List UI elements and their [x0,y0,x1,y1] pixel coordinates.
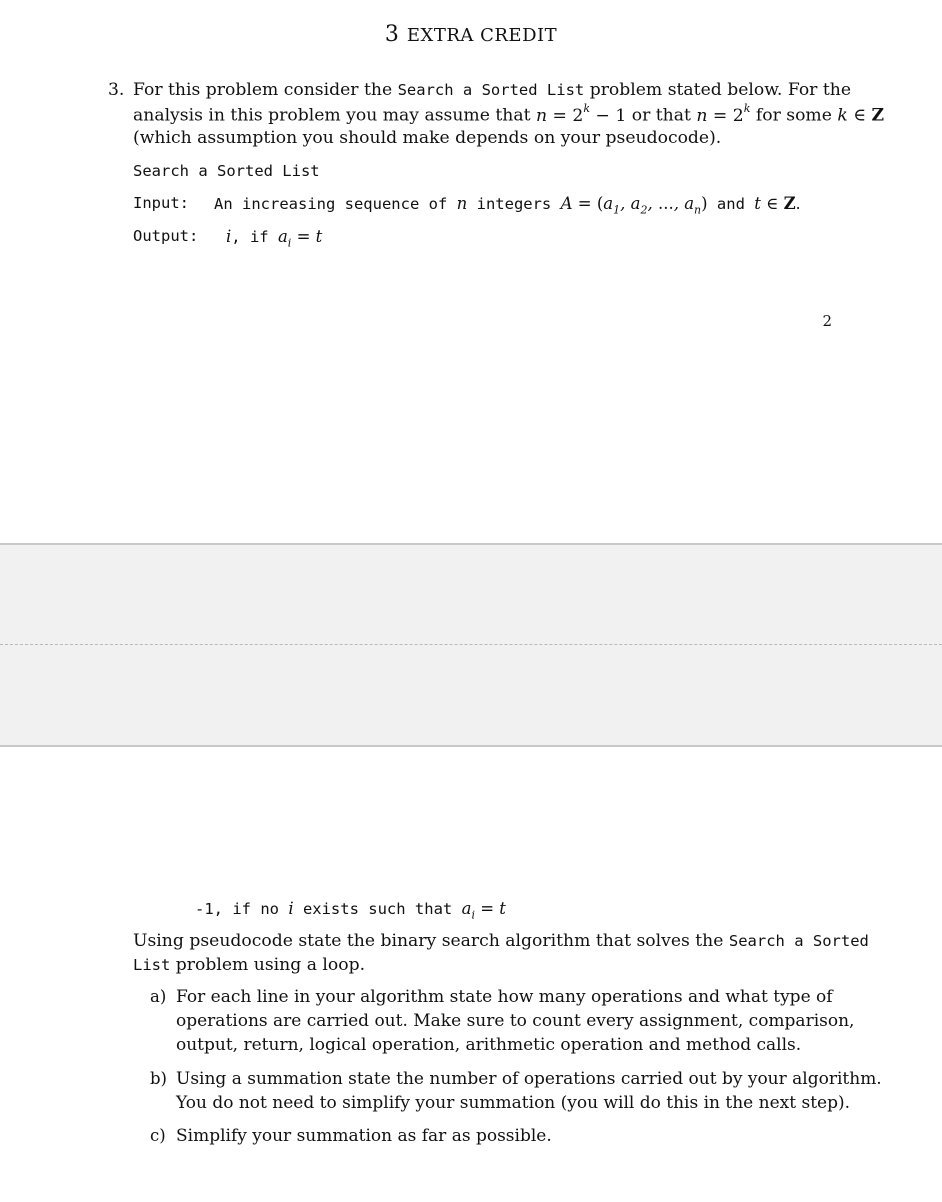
part-b-line-2: You do not need to simplify your summation (you will do this in the next step). [176,1093,851,1113]
math-ai-eq-t: $a_i = t$ [277,227,323,250]
problem-text: for some [750,105,838,126]
output-label: Output: [133,227,199,245]
page-break-gap [0,543,942,747]
problem-line-1 [133,80,851,100]
math-i: i [288,899,294,918]
part-a-line-2: operations are carried out. Make sure to count every assignment, comparison, [176,1011,855,1031]
instruction-code-name: Search a Sorted [728,932,869,950]
output-text-2 [195,899,506,921]
instruction-line-2 [133,955,365,975]
problem-line-2 [133,104,884,126]
input-label: Input: [133,194,189,212]
part-b-label: b) [150,1069,167,1088]
section-title: EXTRA CREDIT [406,25,558,46]
input-text-part: An increasing sequence of [214,195,457,213]
math-k-in-z: k ∈ Z [837,105,884,126]
output-text-part: , if [231,228,278,246]
problem-line-3: (which assumption you should make depends on your pseudocode). [133,128,722,148]
math-n: n [456,194,468,213]
spec-title: Search a Sorted List [133,162,320,180]
output-text-1 [226,227,322,249]
part-a-line-1: For each line in your algorithm state how many operations and what type of [176,987,833,1007]
output-text-part: exists such that [293,900,462,918]
problem-text: analysis in this problem you may assume that [133,105,536,126]
output-text-part: -1, if no [195,900,289,918]
math-ai-eq-t: $a_i = t$ [461,899,506,922]
instruction-line-1 [133,931,869,951]
math-t-in-z: t ∈ Z [754,194,796,213]
problem-label: 3. [108,80,125,100]
problem-text: or that [626,105,697,126]
part-c-line-1: Simplify your summation as far as possible. [176,1126,552,1146]
math-n-eq-2k-minus-1: n = 2$^k$ − 1 [535,102,627,126]
part-a-line-3: output, return, logical operation, arithmetic operation and method calls. [176,1035,802,1055]
problem-text: problem stated below. For the [584,80,851,100]
input-text: An increasing sequence of n integers $A = (a_1$, $a_2$, ..., $a_n$) and t ∈ Z. [214,194,801,217]
section-heading [0,22,942,47]
instruction-code-name: List [133,956,171,974]
instruction-text: Using pseudocode state the binary search algorithm that solves the [133,931,729,951]
part-a-label: a) [150,987,167,1006]
input-text-part: and [707,195,755,213]
input-text-part: integers [467,195,561,213]
math-sequence: $A = (a_1$, $a_2$, ..., $a_n$) [560,194,708,217]
instruction-text: problem using a loop. [170,955,366,975]
math-n-eq-2k: n = 2$^k$ [696,102,751,126]
problem-code-name: Search a Sorted List [397,81,585,99]
section-number: 3 [384,22,400,47]
math-i: i [226,227,232,246]
page-cut-line [0,644,942,645]
problem-text: For this problem consider the [133,80,398,100]
part-c-label: c) [150,1126,166,1145]
part-b-line-1: Using a summation state the number of operations carried out by your algorithm. [176,1069,882,1089]
page-number: 2 [822,312,832,330]
